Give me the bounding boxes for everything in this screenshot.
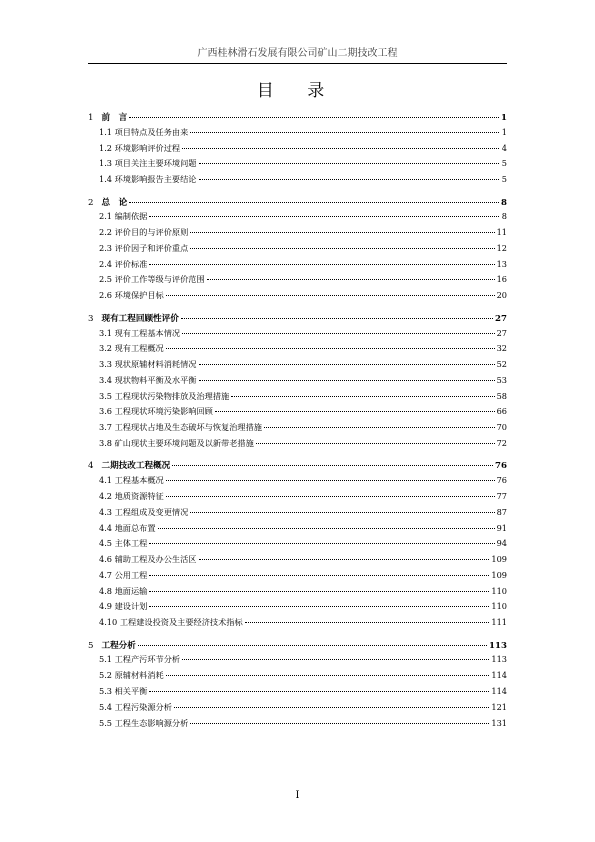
toc-entry-label: 2.1 编制依据 (99, 211, 148, 222)
toc-entry-label: 5.5 工程生态影响源分析 (99, 717, 189, 728)
toc-entry-label: 3.3 现状原辅材料消耗情况 (99, 359, 197, 370)
toc-section-entry[interactable] (88, 438, 507, 454)
toc-page-number: 27 (495, 313, 507, 324)
toc-section-entry[interactable] (88, 718, 507, 734)
toc-page-number: 1 (501, 126, 507, 137)
toc-entry-label: 3.4 现状物料平衡及水平衡 (99, 374, 197, 385)
toc-section-entry[interactable] (88, 243, 507, 259)
toc-entry-label: 5.2 原辅材料消耗 (99, 670, 164, 681)
toc-section-entry[interactable] (88, 538, 507, 554)
dot-leader (166, 675, 490, 676)
dot-leader (256, 443, 495, 444)
toc-section-entry[interactable] (88, 158, 507, 174)
toc-chapter-number: 3 (88, 313, 94, 324)
toc-section-entry[interactable] (88, 290, 507, 306)
toc-chapter-entry[interactable] (88, 196, 507, 212)
toc-entry-label: 2.4 评价标准 (99, 258, 148, 269)
toc-entry-label: 4.5 主体工程 (99, 538, 148, 549)
toc-page-number: 20 (496, 290, 507, 301)
dot-leader (181, 318, 493, 319)
toc-section-entry[interactable] (88, 422, 507, 438)
dot-leader (129, 202, 499, 203)
toc-section-entry[interactable] (88, 586, 507, 602)
dot-leader (166, 295, 495, 296)
toc-section-entry[interactable] (88, 617, 507, 633)
toc-page-number: 109 (491, 569, 507, 580)
dot-leader (199, 364, 495, 365)
toc-chapter-number: 5 (88, 640, 94, 651)
toc-chapter-number: 4 (88, 461, 94, 472)
toc-section-entry[interactable] (88, 654, 507, 670)
dot-leader (158, 528, 495, 529)
toc-chapter-entry[interactable] (88, 312, 507, 328)
toc-page-number: 114 (491, 670, 507, 681)
toc-section-entry[interactable] (88, 601, 507, 617)
toc-entry-label: 总 论 (101, 197, 128, 208)
toc-entry-label: 4.8 地面运输 (99, 585, 148, 596)
dot-leader (264, 427, 495, 428)
toc-chapter-entry[interactable] (88, 111, 507, 127)
toc-entry-label: 1.3 项目关注主要环境问题 (99, 158, 197, 169)
toc-entry-label: 4.1 工程基本概况 (99, 475, 164, 486)
dot-leader (215, 411, 495, 412)
table-of-contents (88, 111, 507, 733)
toc-entry-label: 4.2 地质资源特征 (99, 491, 164, 501)
toc-page-number: 87 (496, 506, 507, 517)
dot-leader (207, 279, 495, 280)
toc-section-entry[interactable] (88, 375, 507, 391)
dot-leader (190, 512, 494, 513)
toc-page-number: 16 (496, 274, 507, 285)
toc-entry-label: 2.6 环境保护目标 (99, 290, 164, 301)
dot-leader (149, 606, 489, 607)
toc-page-number: 8 (501, 211, 507, 222)
dot-leader (182, 659, 489, 660)
dot-leader (182, 148, 499, 149)
toc-entry-label: 2.2 评价目的与评价原则 (99, 227, 189, 238)
toc-entry-label: 4.3 工程组成及变更情况 (99, 506, 189, 517)
dot-leader (231, 396, 494, 397)
toc-page-number: 52 (496, 359, 507, 370)
toc-page-number: 13 (496, 258, 507, 269)
toc-entry-label: 4.4 地面总布置 (99, 522, 156, 533)
toc-chapter-entry[interactable] (88, 639, 507, 655)
toc-page-number: 76 (496, 475, 507, 486)
toc-page-number: 111 (491, 617, 507, 628)
dot-leader (138, 645, 487, 646)
toc-page-number: 58 (496, 390, 507, 401)
toc-section-entry[interactable] (88, 702, 507, 718)
toc-section-entry[interactable] (88, 227, 507, 243)
toc-section-entry[interactable] (88, 274, 507, 290)
toc-entry-label: 5.3 相关平衡 (99, 685, 148, 696)
dot-leader (166, 496, 495, 497)
toc-section-entry[interactable] (88, 475, 507, 491)
dot-leader (199, 163, 500, 164)
dot-leader (190, 132, 499, 133)
dot-leader (199, 179, 500, 180)
page-title: 目 录 (256, 81, 339, 101)
toc-entry-label: 2.5 评价工作等级与评价范围 (99, 274, 205, 285)
toc-page-number: 76 (495, 461, 507, 472)
toc-page-number: 12 (496, 242, 507, 253)
toc-section-entry[interactable] (88, 328, 507, 344)
toc-page-number: 27 (496, 327, 507, 338)
toc-entry-label: 3.2 现有工程概况 (99, 343, 164, 354)
toc-section-entry[interactable] (88, 554, 507, 570)
toc-entry-label: 工程分析 (101, 640, 136, 651)
dot-leader (190, 248, 494, 249)
toc-entry-label: 1.2 环境影响评价过程 (99, 142, 181, 153)
toc-page-number: 114 (491, 685, 507, 696)
toc-section-entry[interactable] (88, 523, 507, 539)
toc-entry-label: 3.7 工程现状占地及生态破坏与恢复治理措施 (99, 422, 262, 433)
toc-section-entry[interactable] (88, 343, 507, 359)
toc-page-number: 66 (496, 406, 507, 417)
dot-leader (149, 591, 489, 592)
toc-section-entry[interactable] (88, 174, 507, 190)
dot-leader (149, 264, 494, 265)
toc-entry-label: 3.5 工程现状污染物排放及治理措施 (99, 390, 230, 401)
toc-page-number: 91 (496, 522, 507, 533)
dot-leader (166, 480, 495, 481)
page-number: I (295, 790, 300, 801)
toc-section-entry[interactable] (88, 507, 507, 523)
toc-entry-label: 1.4 环境影响报告主要结论 (99, 174, 197, 185)
toc-page-number: 121 (491, 701, 507, 712)
dot-leader (190, 232, 494, 233)
dot-leader (149, 691, 489, 692)
toc-entry-label: 前 言 (101, 113, 128, 123)
toc-entry-label: 3.6 工程现状环境污染影响回顾 (99, 406, 213, 417)
toc-page-number: 131 (491, 717, 507, 728)
toc-section-entry[interactable] (88, 491, 507, 507)
toc-page-number: 1 (501, 113, 507, 123)
toc-section-entry[interactable] (88, 686, 507, 702)
dot-leader (149, 575, 489, 576)
toc-chapter-entry[interactable] (88, 459, 507, 475)
toc-page-number: 72 (496, 437, 507, 448)
toc-page-number: 70 (496, 422, 507, 433)
toc-page-number: 5 (501, 174, 507, 185)
toc-entry-label: 3.8 矿山现状主要环境问题及以新带老措施 (99, 437, 254, 448)
dot-leader (245, 622, 490, 623)
toc-page-number: 4 (501, 142, 507, 153)
toc-entry-label: 4.7 公用工程 (99, 569, 148, 580)
toc-page-number: 8 (501, 197, 507, 208)
dot-leader (199, 559, 490, 560)
toc-section-entry[interactable] (88, 406, 507, 422)
dot-leader (174, 707, 489, 708)
toc-entry-label: 4.6 辅助工程及办公生活区 (99, 554, 197, 565)
toc-page-number: 94 (496, 538, 507, 549)
toc-page-number: 53 (496, 374, 507, 385)
toc-page-number: 32 (496, 343, 507, 354)
toc-section-entry[interactable] (88, 127, 507, 143)
toc-page-number: 77 (496, 491, 507, 501)
toc-page-number: 113 (491, 654, 507, 665)
dot-leader (190, 723, 489, 724)
toc-entry-label: 3.1 现有工程基本情况 (99, 327, 181, 338)
toc-entry-label: 2.3 评价因子和评价重点 (99, 242, 189, 253)
toc-page-number: 110 (491, 601, 507, 612)
toc-section-entry[interactable] (88, 670, 507, 686)
toc-section-entry[interactable] (88, 391, 507, 407)
toc-page-number: 110 (491, 585, 507, 596)
toc-section-entry[interactable] (88, 211, 507, 227)
dot-leader (172, 465, 493, 466)
toc-entry-label: 5.1 工程产污环节分析 (99, 654, 181, 665)
toc-page-number: 109 (491, 554, 507, 565)
dot-leader (166, 348, 495, 349)
toc-entry-label: 1.1 项目特点及任务由来 (99, 126, 189, 137)
toc-entry-label: 4.10 工程建设投资及主要经济技术指标 (99, 617, 243, 628)
toc-chapter-number: 2 (88, 197, 94, 208)
running-header: 广西桂林滑石发展有限公司矿山二期技改工程 (88, 44, 507, 64)
dot-leader (149, 216, 499, 217)
toc-page-number: 5 (501, 158, 507, 169)
dot-leader (129, 117, 499, 118)
toc-page-number: 113 (489, 640, 507, 651)
toc-entry-label: 4.9 建设计划 (99, 601, 148, 612)
dot-leader (199, 380, 495, 381)
toc-chapter-number: 1 (88, 113, 94, 123)
toc-entry-label: 5.4 工程污染源分析 (99, 701, 172, 712)
dot-leader (149, 543, 494, 544)
toc-page-number: 11 (496, 227, 507, 238)
toc-entry-label: 二期技改工程概况 (101, 461, 171, 472)
toc-section-entry[interactable] (88, 359, 507, 375)
toc-section-entry[interactable] (88, 259, 507, 275)
toc-section-entry[interactable] (88, 570, 507, 586)
toc-entry-label: 现有工程回顾性评价 (101, 313, 179, 324)
dot-leader (182, 333, 494, 334)
toc-section-entry[interactable] (88, 143, 507, 159)
